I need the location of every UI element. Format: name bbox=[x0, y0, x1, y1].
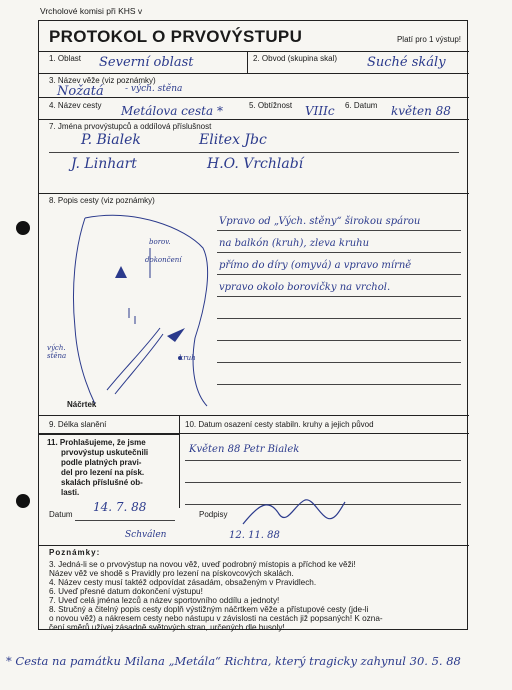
declaration-line-3: podle platných pravi- bbox=[61, 458, 142, 467]
route-value: Metálova cesta bbox=[121, 104, 214, 118]
approved-date: 12. 11. 88 bbox=[229, 530, 280, 541]
signature bbox=[239, 494, 349, 532]
grade-value: VIIIc bbox=[305, 104, 335, 118]
description-line-3: přímo do díry (omyvá) a vpravo mírně bbox=[219, 260, 412, 271]
signatures-label: Podpisy bbox=[199, 510, 228, 519]
valid-note: Platí pro 1 výstup! bbox=[396, 35, 461, 44]
description-line-2: na balkón (kruh), zleva kruhu bbox=[219, 238, 370, 249]
date-value-6: květen 88 bbox=[391, 104, 451, 118]
anchors-value: Květen 88 Petr Bialek bbox=[189, 444, 300, 455]
row-description bbox=[39, 193, 469, 416]
notes-title: Poznámky: bbox=[49, 548, 101, 557]
area-value: Severní oblast bbox=[99, 55, 194, 70]
row-route bbox=[39, 97, 469, 120]
declaration-line-2: prvovýstup uskutečnili bbox=[61, 448, 149, 457]
note-item: 7. Uveď celá jména lezců a název sportovního oddílu a jednoty! bbox=[49, 596, 280, 605]
climber-1-name: P. Bialek bbox=[81, 132, 141, 148]
declaration-line-5: skalách příslušné ob- bbox=[61, 478, 143, 487]
sketch-label-dok: dokončení bbox=[145, 256, 182, 264]
note-item: Název věž ve shodě s Pravidly pro lezení na pískovcových skalách. bbox=[49, 569, 294, 578]
date-label-6: 6. Datum bbox=[345, 101, 378, 110]
rappel-label: 9. Délka slanění bbox=[49, 420, 107, 429]
punch-hole-top bbox=[16, 221, 30, 235]
note-item: 8. Stručný a čitelný popis cesty doplň výstižným náčrtkem věže a přístupové cesty (jde-li bbox=[49, 605, 369, 614]
anchors-label: 10. Datum osazení cesty stabiln. kruhy a jejich původ bbox=[185, 420, 374, 429]
climber-1-club: Elitex Jbc bbox=[199, 132, 267, 148]
protocol-form bbox=[38, 20, 468, 630]
date-label: Datum bbox=[49, 510, 73, 519]
sketch-label-kruh: kruh bbox=[179, 354, 196, 362]
route-star: * bbox=[217, 104, 223, 118]
page-title: PROTOKOL O PRVOVÝSTUPU bbox=[49, 27, 303, 46]
climber-2-club: H.O. Vrchlabí bbox=[207, 156, 304, 172]
district-label: 2. Obvod (skupina skal) bbox=[253, 54, 338, 63]
route-sketch bbox=[45, 208, 217, 413]
sketch-label-vych: vých. stěna bbox=[47, 344, 67, 360]
note-item: 4. Název cesty musí taktéž odpovídat zásadám, obsaženým v Pravidlech. bbox=[49, 578, 317, 587]
row-climbers bbox=[39, 119, 469, 194]
row-tower bbox=[39, 73, 469, 98]
grade-label: 5. Obtížnost bbox=[249, 101, 293, 110]
climbers-label: 7. Jména prvovýstupců a oddílová příslušnost bbox=[49, 122, 212, 131]
row-rappel bbox=[39, 415, 469, 434]
approved-label: Schválen bbox=[125, 530, 167, 540]
punch-hole-bottom bbox=[16, 494, 30, 508]
area-label: 1. Oblast bbox=[49, 54, 82, 63]
climber-2-name: J. Linhart bbox=[71, 156, 137, 172]
description-label: 8. Popis cesty (viz poznámky) bbox=[49, 196, 155, 205]
declaration-line-6: lasti. bbox=[61, 488, 80, 497]
tower-label: 3. Název věže (viz poznámky) bbox=[49, 76, 156, 85]
description-line-4: vpravo okolo borovičky na vrchol. bbox=[219, 282, 391, 293]
description-line-1: Vpravo od „Vých. stěny“ širokou spárou bbox=[219, 216, 421, 227]
sketch-label: Náčrtek bbox=[67, 400, 97, 409]
note-item: o novou věž) a nákresem cesty nebo nástupu v závislosti na cestách již popsaných! K ozna- bbox=[49, 614, 383, 623]
declaration-line-4: del pro lezení na písk. bbox=[61, 468, 145, 477]
route-label: 4. Název cesty bbox=[49, 101, 102, 110]
commission-label: Vrcholové komisi při KHS v bbox=[40, 6, 143, 16]
tower-extra: - vých. stěna bbox=[125, 84, 183, 94]
tower-value: Nožatá bbox=[57, 84, 104, 99]
date-value: 14. 7. 88 bbox=[93, 500, 147, 514]
note-item: 3. Jedná-li se o prvovýstup na novou věž, uveď podrobný místopis a příchod ke věži! bbox=[49, 560, 356, 569]
row-declaration bbox=[39, 433, 469, 546]
footer-note: * Cesta na památku Milana „Metála“ Richtra, který tragicky zahynul 30. 5. 88 bbox=[6, 654, 461, 668]
note-item: 6. Uveď přesné datum dokončení výstupu! bbox=[49, 587, 203, 596]
note-item: čení směrů užívej zásadně světových stran, určených dle busoly! bbox=[49, 623, 285, 632]
district-value: Suché skály bbox=[367, 55, 446, 70]
notes-section bbox=[39, 545, 469, 632]
sketch-label-borov: borov. bbox=[149, 238, 171, 246]
row-area bbox=[39, 51, 469, 74]
declaration-line-1: 11. Prohlašujeme, že jsme bbox=[47, 438, 146, 447]
